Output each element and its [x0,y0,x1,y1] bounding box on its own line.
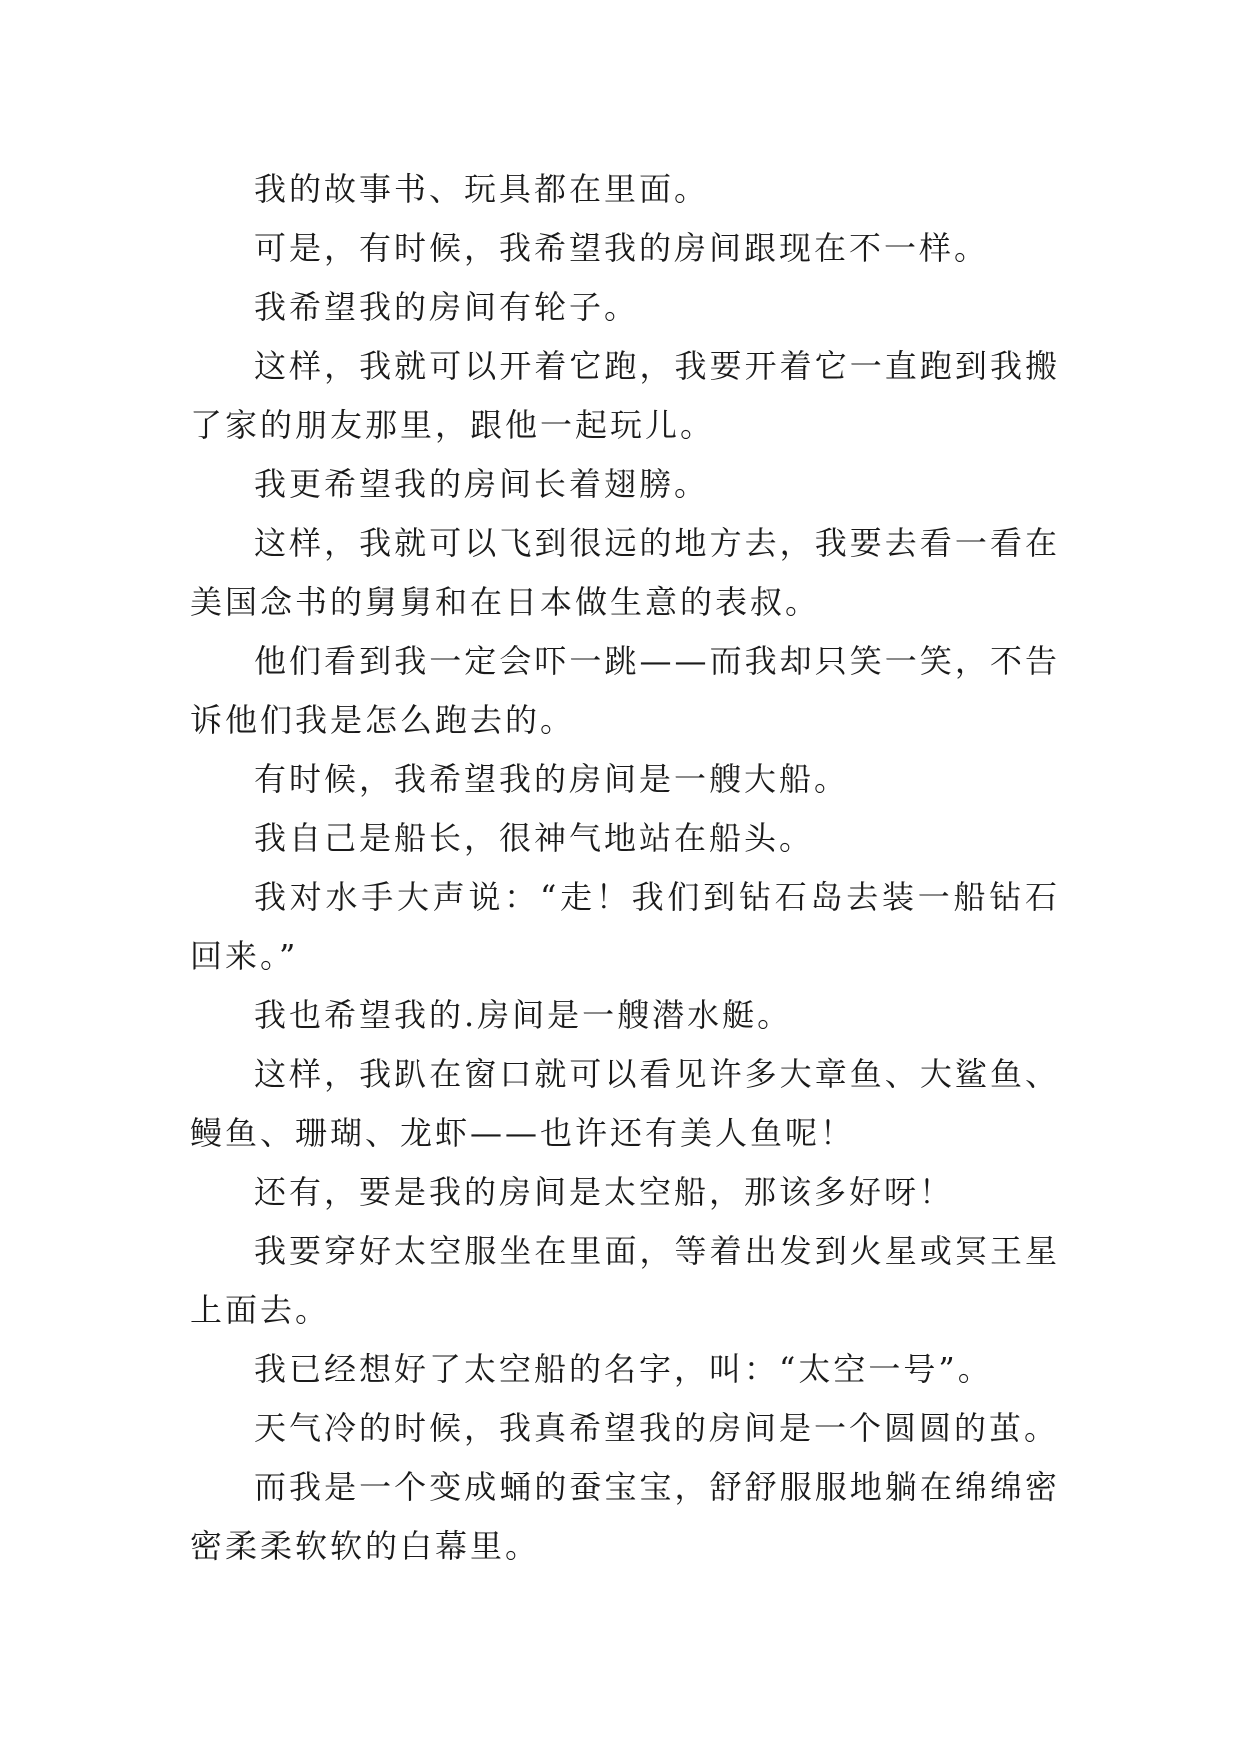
paragraph: 我更希望我的房间长着翅膀。 [254,465,710,503]
paragraph: 可是，有时候，我希望我的房间跟现在不一样。 [254,229,990,267]
paragraph: 我已经想好了太空船的名字，叫：“太空一号”。 [254,1350,993,1388]
paragraph: 我也希望我的.房间是一艘潜水艇。 [254,996,793,1034]
paragraph: 这样，我就可以飞到很远的地方去，我要去看一看在美国念书的舅舅和在日本做生意的表叔。 [190,524,1060,621]
paragraph: 我自己是船长，很神气地站在船头。 [254,819,815,857]
paragraph: 他们看到我一定会吓一跳——而我却只笑一笑，不告诉他们我是怎么跑去的。 [190,642,1060,739]
paragraph: 我的故事书、玩具都在里面。 [254,170,710,208]
paragraph: 有时候，我希望我的房间是一艘大船。 [254,760,850,798]
paragraph: 我要穿好太空服坐在里面，等着出发到火星或冥王星上面去。 [190,1232,1060,1329]
document-body [190,160,1060,1576]
paragraph: 这样，我趴在窗口就可以看见许多大章鱼、大鲨鱼、鳗鱼、珊瑚、龙虾——也许还有美人鱼呢！ [190,1055,1060,1152]
paragraph: 天气冷的时候，我真希望我的房间是一个圆圆的茧。 [254,1409,1060,1447]
paragraph: 这样，我就可以开着它跑，我要开着它一直跑到我搬了家的朋友那里，跟他一起玩儿。 [190,347,1060,444]
paragraph: 而我是一个变成蛹的蚕宝宝，舒舒服服地躺在绵绵密密柔柔软软的白幕里。 [190,1468,1060,1565]
paragraph: 我希望我的房间有轮子。 [254,288,640,326]
paragraph: 还有，要是我的房间是太空船，那该多好呀！ [254,1173,955,1211]
paragraph: 我对水手大声说：“走！我们到钻石岛去装一船钻石回来。” [190,878,1060,975]
